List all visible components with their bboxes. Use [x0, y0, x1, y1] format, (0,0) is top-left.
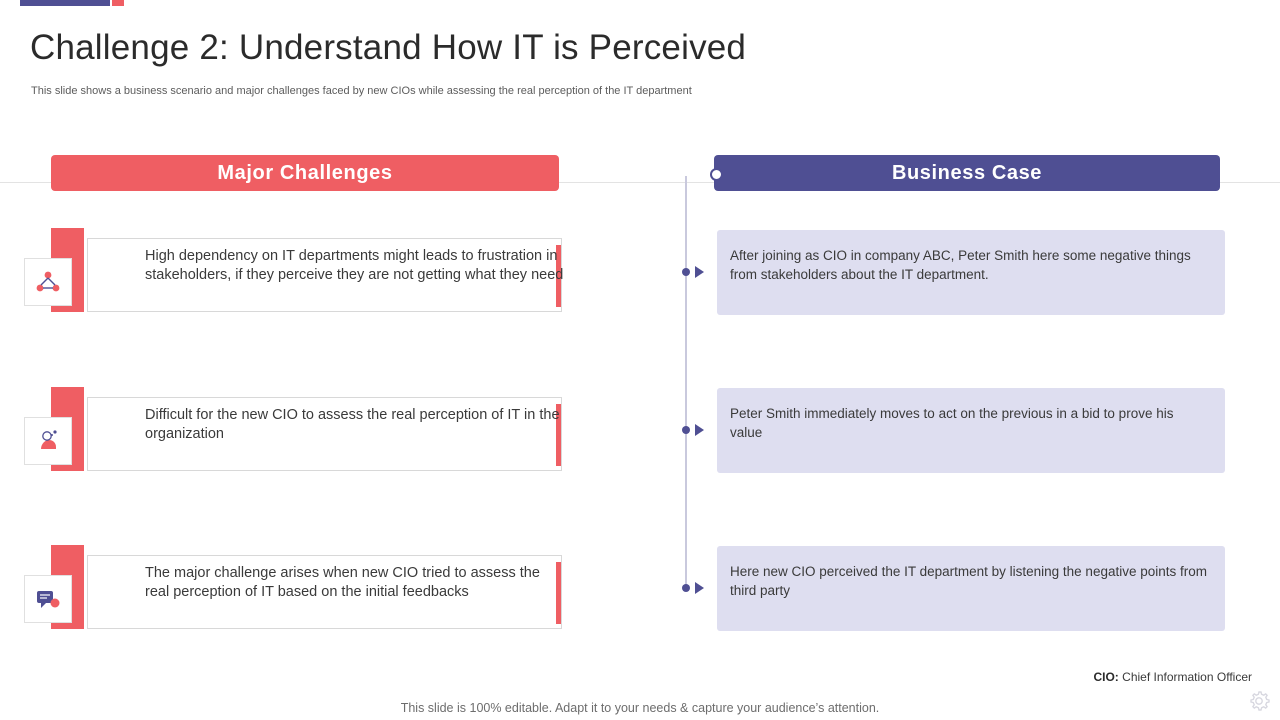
person-thinking-icon: [24, 417, 72, 465]
abbreviation-text: Chief Information Officer: [1122, 670, 1252, 684]
chat-feedback-icon: [24, 575, 72, 623]
business-case-panel: [717, 388, 1225, 473]
flow-dot-icon: [682, 268, 690, 276]
flow-arrow: [682, 266, 712, 278]
business-case-text: After joining as CIO in company ABC, Peter Smith here some negative things from stakeholders about the IT department.: [730, 248, 1191, 282]
top-accent-bar-red: [112, 0, 124, 6]
top-accent-bar-purple: [20, 0, 110, 6]
challenge-row: [51, 555, 562, 639]
timeline-start-dot: [710, 168, 723, 181]
challenge-box: [87, 238, 562, 312]
gear-icon: [1246, 688, 1272, 714]
challenge-text: The major challenge arises when new CIO tried to assess the real perception of IT based on the initial feedbacks: [145, 565, 540, 600]
flow-dot-icon: [682, 584, 690, 592]
flow-dot-icon: [682, 426, 690, 434]
network-people-icon: [24, 258, 72, 306]
abbreviation-footnote: [1093, 670, 1252, 684]
business-case-text: Peter Smith immediately moves to act on the previous in a bid to prove his value: [730, 406, 1174, 440]
challenge-box: [87, 555, 562, 629]
timeline-connector: [685, 176, 687, 586]
business-case-panel: [717, 230, 1225, 315]
abbreviation-label: CIO:: [1093, 670, 1119, 684]
challenge-text: High dependency on IT departments might leads to frustration in stakeholders, if they perceive they are not getting what they need: [145, 248, 564, 283]
flow-triangle-icon: [695, 424, 704, 436]
editable-note: This slide is 100% editable. Adapt it to your needs & capture your audience’s attention.: [400, 701, 880, 715]
challenge-row: [51, 397, 562, 481]
page-title: Challenge 2: Understand How IT is Perceived: [30, 28, 747, 67]
flow-triangle-icon: [695, 582, 704, 594]
challenge-text: Difficult for the new CIO to assess the real perception of IT in the organization: [145, 407, 560, 442]
flow-triangle-icon: [695, 266, 704, 278]
flow-arrow: [682, 582, 712, 594]
business-case-header: Business Case: [714, 155, 1220, 191]
challenge-box: [87, 397, 562, 471]
challenge-row: [51, 238, 562, 322]
flow-arrow: [682, 424, 712, 436]
major-challenges-header: Major Challenges: [51, 155, 559, 191]
page-subtitle: This slide shows a business scenario and major challenges faced by new CIOs while assessing the real perception of the IT department: [31, 85, 692, 97]
business-case-text: Here new CIO perceived the IT department by listening the negative points from third party: [730, 564, 1208, 598]
business-case-panel: [717, 546, 1225, 631]
